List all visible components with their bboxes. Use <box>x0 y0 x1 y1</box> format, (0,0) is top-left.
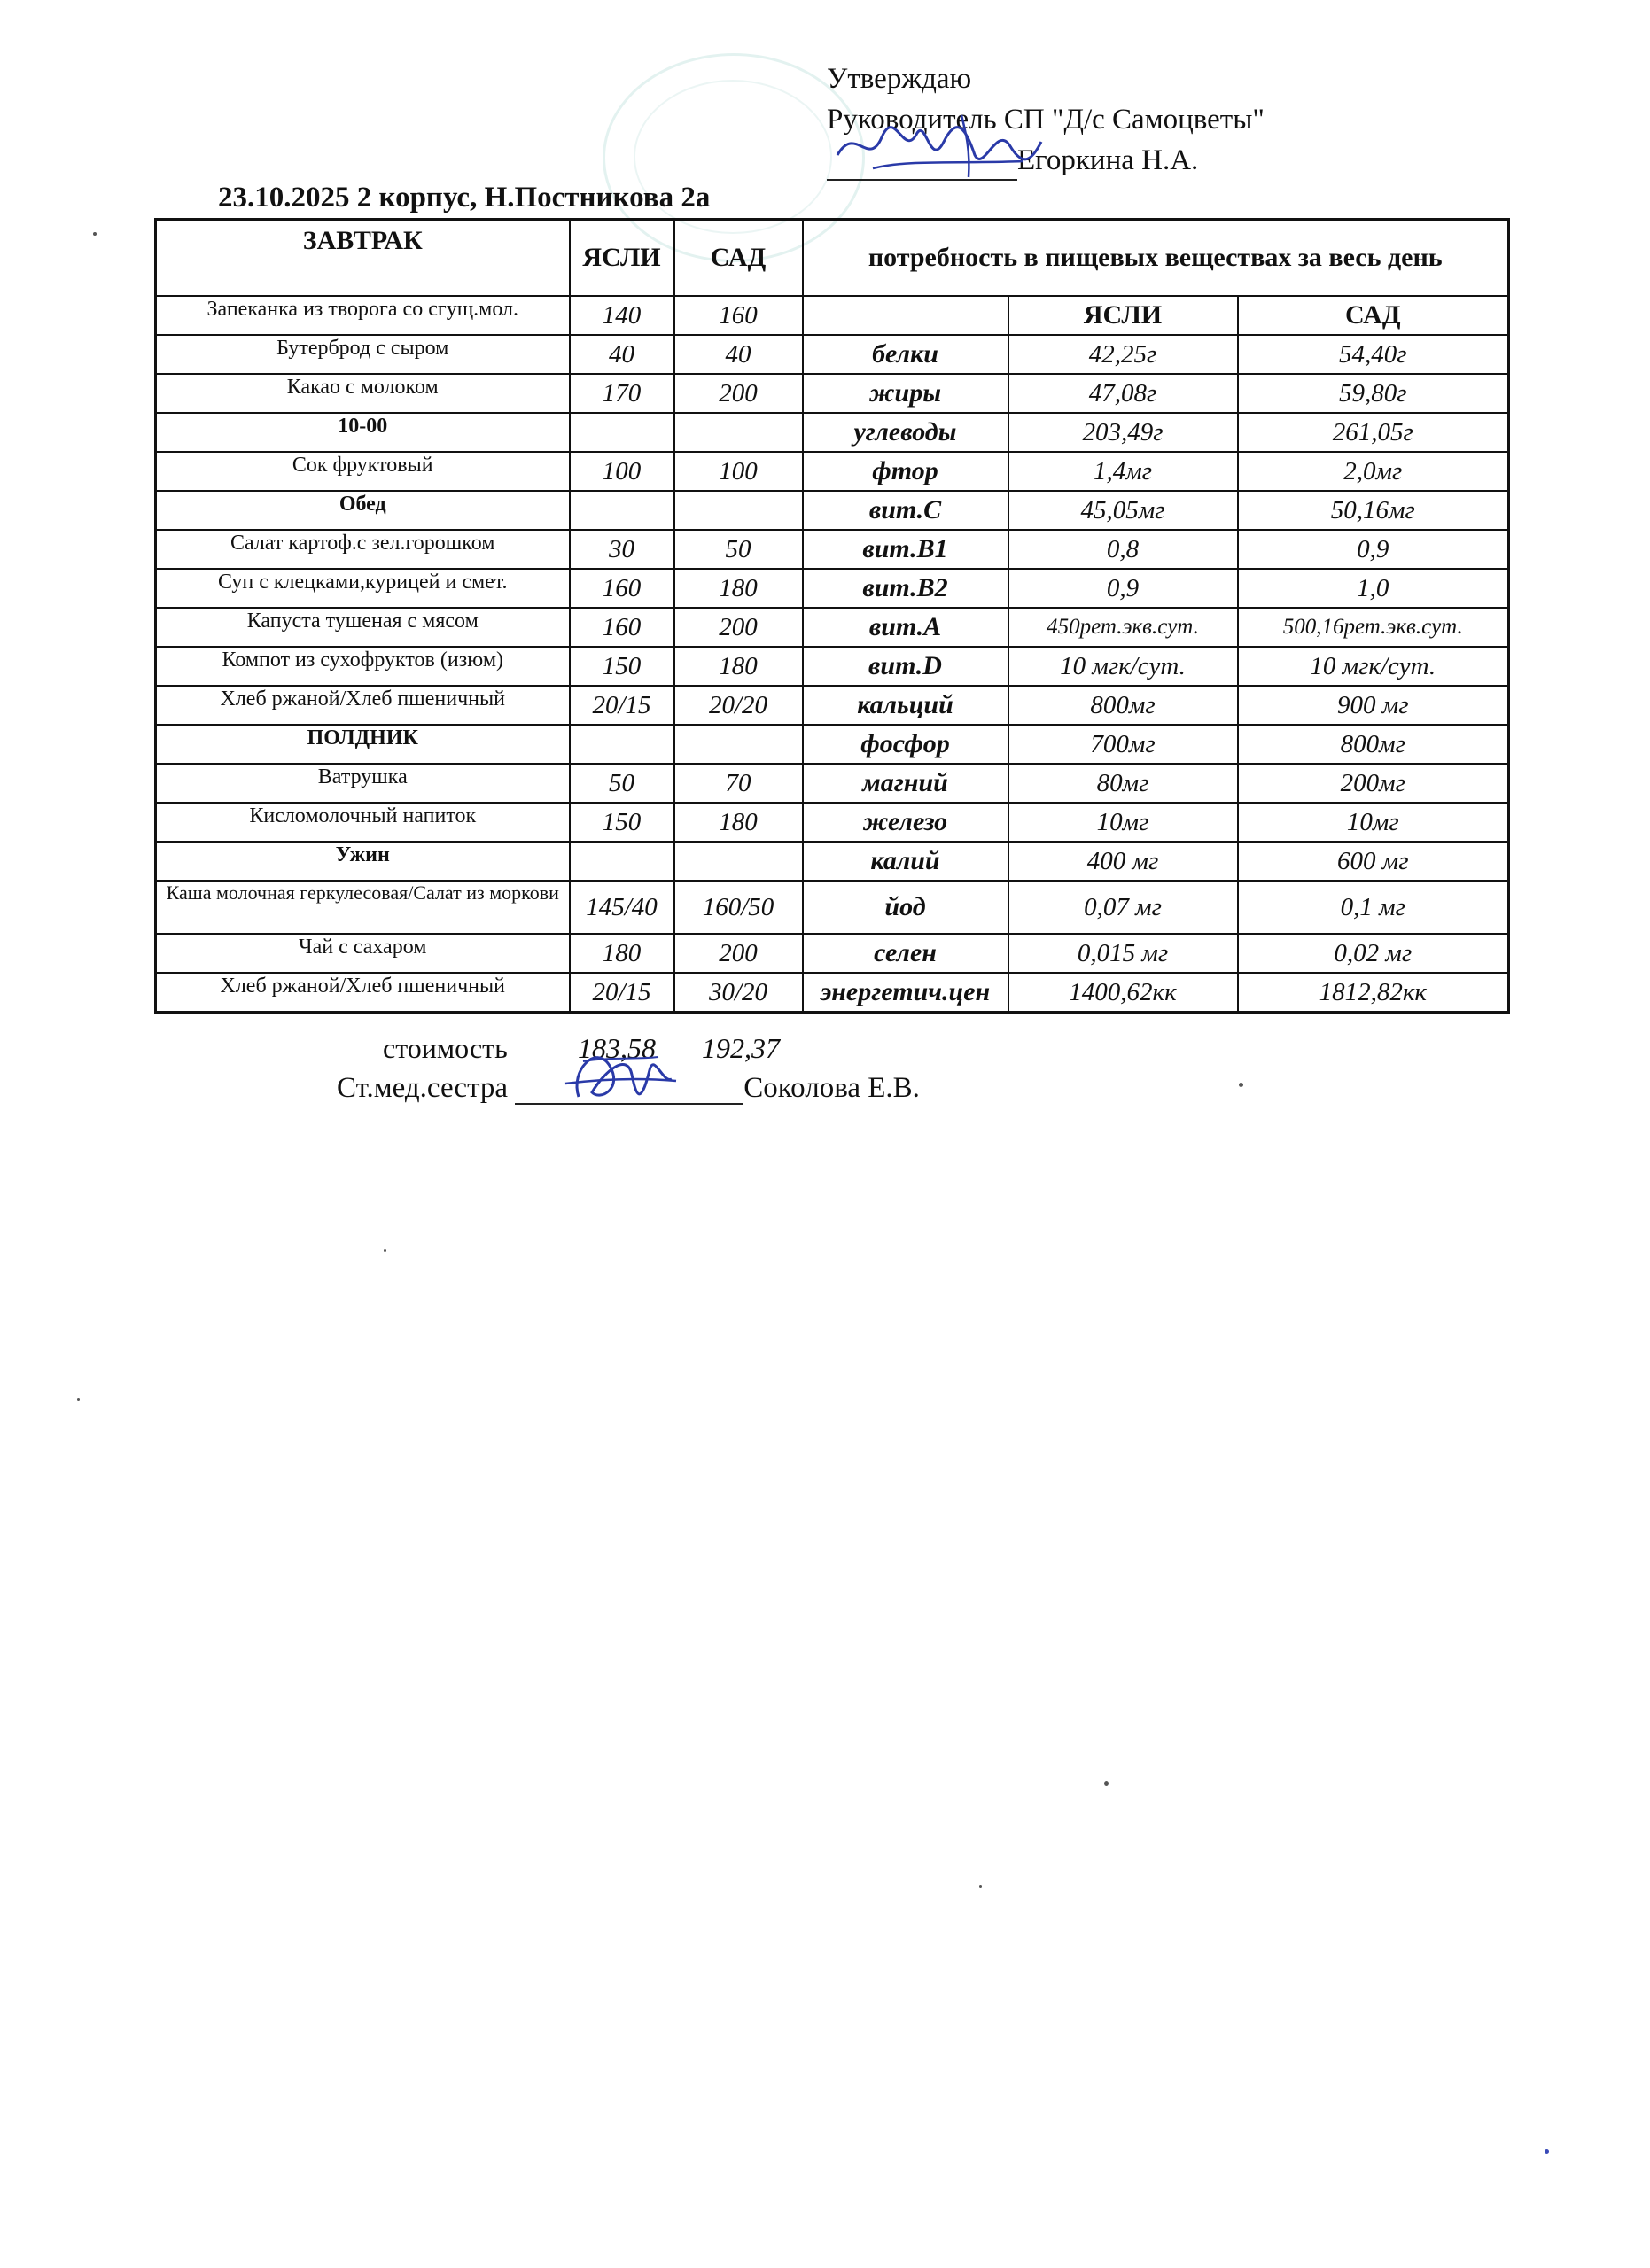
table-row <box>156 686 1509 725</box>
nutrient-name: кальций <box>803 686 1008 725</box>
nutrient-name: вит.В2 <box>803 569 1008 608</box>
nutrient-name: йод <box>803 881 1008 934</box>
dish-name: Бутерброд с сыром <box>156 335 570 374</box>
nursery-portion: 50 <box>570 764 674 803</box>
document-title: 23.10.2025 2 корпус, Н.Постникова 2а <box>218 182 711 214</box>
nursery-nutrient-value: 0,9 <box>1008 569 1238 608</box>
table-row <box>156 803 1509 842</box>
nursery-nutrient-value: 203,49г <box>1008 413 1238 452</box>
nursery-nutrient-value: 42,25г <box>1008 335 1238 374</box>
garden-portion: 180 <box>674 803 803 842</box>
garden-portion: 40 <box>674 335 803 374</box>
director-signature-blank <box>827 149 1017 181</box>
table-row <box>156 764 1509 803</box>
garden-portion: 100 <box>674 452 803 491</box>
dish-name: Салат картоф.с зел.горошком <box>156 530 570 569</box>
scan-speck <box>1239 1083 1243 1087</box>
nursery-portion <box>570 491 674 530</box>
nursery-nutrient-value: 1400,62кк <box>1008 973 1238 1013</box>
nursery-portion: 160 <box>570 569 674 608</box>
nursery-portion: 150 <box>570 803 674 842</box>
garden-nutrient-value: 10мг <box>1238 803 1509 842</box>
garden-nutrient-value: 54,40г <box>1238 335 1509 374</box>
table-header-row <box>156 220 1509 297</box>
table-row <box>156 973 1509 1013</box>
dish-name: Хлеб ржаной/Хлеб пшеничный <box>156 973 570 1013</box>
approval-block <box>827 58 1265 181</box>
table-row <box>156 296 1509 335</box>
garden-portion: 180 <box>674 569 803 608</box>
garden-nutrient-value: 2,0мг <box>1238 452 1509 491</box>
table-row <box>156 491 1509 530</box>
table-row <box>156 374 1509 413</box>
nursery-portion: 100 <box>570 452 674 491</box>
nursery-nutrient-value: 45,05мг <box>1008 491 1238 530</box>
approval-heading: Утверждаю <box>827 63 972 95</box>
nutrient-name: вит.А <box>803 608 1008 647</box>
garden-portion: 200 <box>674 374 803 413</box>
garden-portion <box>674 842 803 881</box>
table-row <box>156 530 1509 569</box>
garden-header: САД <box>674 220 803 297</box>
director-name: Егоркина Н.А. <box>1017 144 1199 176</box>
needs-garden-header: САД <box>1238 296 1509 335</box>
nursery-portion <box>570 725 674 764</box>
dish-name: Ватрушка <box>156 764 570 803</box>
nursery-portion: 140 <box>570 296 674 335</box>
garden-nutrient-value: 1812,82кк <box>1238 973 1509 1013</box>
nursery-header: ЯСЛИ <box>570 220 674 297</box>
nursery-portion: 20/15 <box>570 973 674 1013</box>
table-row <box>156 725 1509 764</box>
scan-speck <box>1104 1781 1109 1786</box>
nursery-nutrient-value: 1,4мг <box>1008 452 1238 491</box>
nursery-nutrient-value: 0,8 <box>1008 530 1238 569</box>
table-row <box>156 647 1509 686</box>
dish-name: Суп с клецками,курицей и смет. <box>156 569 570 608</box>
garden-portion: 200 <box>674 608 803 647</box>
nursery-portion: 160 <box>570 608 674 647</box>
nursery-portion: 145/40 <box>570 881 674 934</box>
nutrient-name: вит.В1 <box>803 530 1008 569</box>
scan-speck <box>979 1885 982 1888</box>
table-row <box>156 335 1509 374</box>
garden-portion <box>674 725 803 764</box>
garden-nutrient-value: 600 мг <box>1238 842 1509 881</box>
table-row <box>156 452 1509 491</box>
cost-label: стоимость <box>383 1032 508 1064</box>
dish-name: Капуста тушеная с мясом <box>156 608 570 647</box>
dish-name: Какао с молоком <box>156 374 570 413</box>
dish-name: Обед <box>156 491 570 530</box>
garden-nutrient-value: 0,02 мг <box>1238 934 1509 973</box>
nutrient-name: углеводы <box>803 413 1008 452</box>
nursery-nutrient-value: 400 мг <box>1008 842 1238 881</box>
garden-nutrient-value: 59,80г <box>1238 374 1509 413</box>
garden-nutrient-value: 200мг <box>1238 764 1509 803</box>
nursery-portion: 150 <box>570 647 674 686</box>
nursery-nutrient-value: 700мг <box>1008 725 1238 764</box>
garden-portion: 20/20 <box>674 686 803 725</box>
garden-nutrient-value: 10 мгк/сут. <box>1238 647 1509 686</box>
nursery-portion: 170 <box>570 374 674 413</box>
nursery-nutrient-value: 10мг <box>1008 803 1238 842</box>
nursery-nutrient-value: 80мг <box>1008 764 1238 803</box>
garden-portion: 160/50 <box>674 881 803 934</box>
garden-portion: 30/20 <box>674 973 803 1013</box>
dish-name: Каша молочная геркулесовая/Салат из моркови <box>156 881 570 934</box>
nurse-label: Ст.мед.сестра <box>337 1072 509 1104</box>
nursery-portion: 40 <box>570 335 674 374</box>
table-row <box>156 413 1509 452</box>
garden-nutrient-value: 800мг <box>1238 725 1509 764</box>
garden-nutrient-value: 1,0 <box>1238 569 1509 608</box>
nutrient-name: фосфор <box>803 725 1008 764</box>
nursery-nutrient-value: 10 мгк/сут. <box>1008 647 1238 686</box>
table-row <box>156 842 1509 881</box>
nutrient-name: вит.С <box>803 491 1008 530</box>
nutrient-name: жиры <box>803 374 1008 413</box>
dish-name: Сок фруктовый <box>156 452 570 491</box>
dish-name: Ужин <box>156 842 570 881</box>
garden-portion: 70 <box>674 764 803 803</box>
nursery-nutrient-value: 800мг <box>1008 686 1238 725</box>
nutrient-name: калий <box>803 842 1008 881</box>
nutrient-name: энергетич.цен <box>803 973 1008 1013</box>
garden-nutrient-value: 50,16мг <box>1238 491 1509 530</box>
cost-line <box>383 1032 780 1065</box>
dish-name: Компот из сухофруктов (изюм) <box>156 647 570 686</box>
nursery-nutrient-value: 0,07 мг <box>1008 881 1238 934</box>
garden-portion <box>674 491 803 530</box>
garden-nutrient-value: 0,1 мг <box>1238 881 1509 934</box>
dish-name: ПОЛДНИК <box>156 725 570 764</box>
approval-signature-line <box>827 140 1265 181</box>
dish-name: Чай с сахаром <box>156 934 570 973</box>
nutrient-name: магний <box>803 764 1008 803</box>
garden-nutrient-value: 900 мг <box>1238 686 1509 725</box>
garden-nutrient-value: 500,16рет.экв.сут. <box>1238 608 1509 647</box>
nurse-signature-line <box>337 1072 920 1105</box>
dish-name: Запеканка из творога со сгущ.мол. <box>156 296 570 335</box>
nursery-nutrient-value: 0,015 мг <box>1008 934 1238 973</box>
needs-nursery-header: ЯСЛИ <box>1008 296 1238 335</box>
breakfast-header: ЗАВТРАК <box>156 220 570 297</box>
table-row <box>156 934 1509 973</box>
nursery-portion: 30 <box>570 530 674 569</box>
garden-portion: 200 <box>674 934 803 973</box>
nurse-signature-blank <box>515 1076 743 1105</box>
nutrient-name: железо <box>803 803 1008 842</box>
cost-garden: 192,37 <box>702 1032 780 1064</box>
nutrient-name: фтор <box>803 452 1008 491</box>
nutrient-name: вит.D <box>803 647 1008 686</box>
garden-nutrient-value: 0,9 <box>1238 530 1509 569</box>
nurse-name: Соколова Е.В. <box>743 1072 920 1104</box>
nutrient-name <box>803 296 1008 335</box>
cost-nursery: 183,58 <box>578 1032 656 1064</box>
nursery-portion: 180 <box>570 934 674 973</box>
table-row <box>156 881 1509 934</box>
garden-portion: 160 <box>674 296 803 335</box>
scan-speck <box>93 232 97 236</box>
approval-position: Руководитель СП "Д/с Самоцветы" <box>827 104 1265 136</box>
nursery-portion <box>570 413 674 452</box>
garden-nutrient-value: 261,05г <box>1238 413 1509 452</box>
nursery-nutrient-value: 47,08г <box>1008 374 1238 413</box>
table-row <box>156 608 1509 647</box>
scan-speck <box>384 1249 386 1252</box>
nutrient-name: селен <box>803 934 1008 973</box>
garden-portion <box>674 413 803 452</box>
garden-portion: 180 <box>674 647 803 686</box>
nursery-nutrient-value: 450рет.экв.сут. <box>1008 608 1238 647</box>
scan-speck <box>77 1398 80 1401</box>
nursery-portion: 20/15 <box>570 686 674 725</box>
scan-speck <box>1545 2149 1549 2154</box>
needs-header: потребность в пищевых веществах за весь день <box>803 220 1509 297</box>
nutrient-name: белки <box>803 335 1008 374</box>
dish-name: Хлеб ржаной/Хлеб пшеничный <box>156 686 570 725</box>
table-row <box>156 569 1509 608</box>
garden-portion: 50 <box>674 530 803 569</box>
menu-table <box>154 218 1510 1014</box>
dish-name: Кисломолочный напиток <box>156 803 570 842</box>
dish-name: 10-00 <box>156 413 570 452</box>
nursery-portion <box>570 842 674 881</box>
